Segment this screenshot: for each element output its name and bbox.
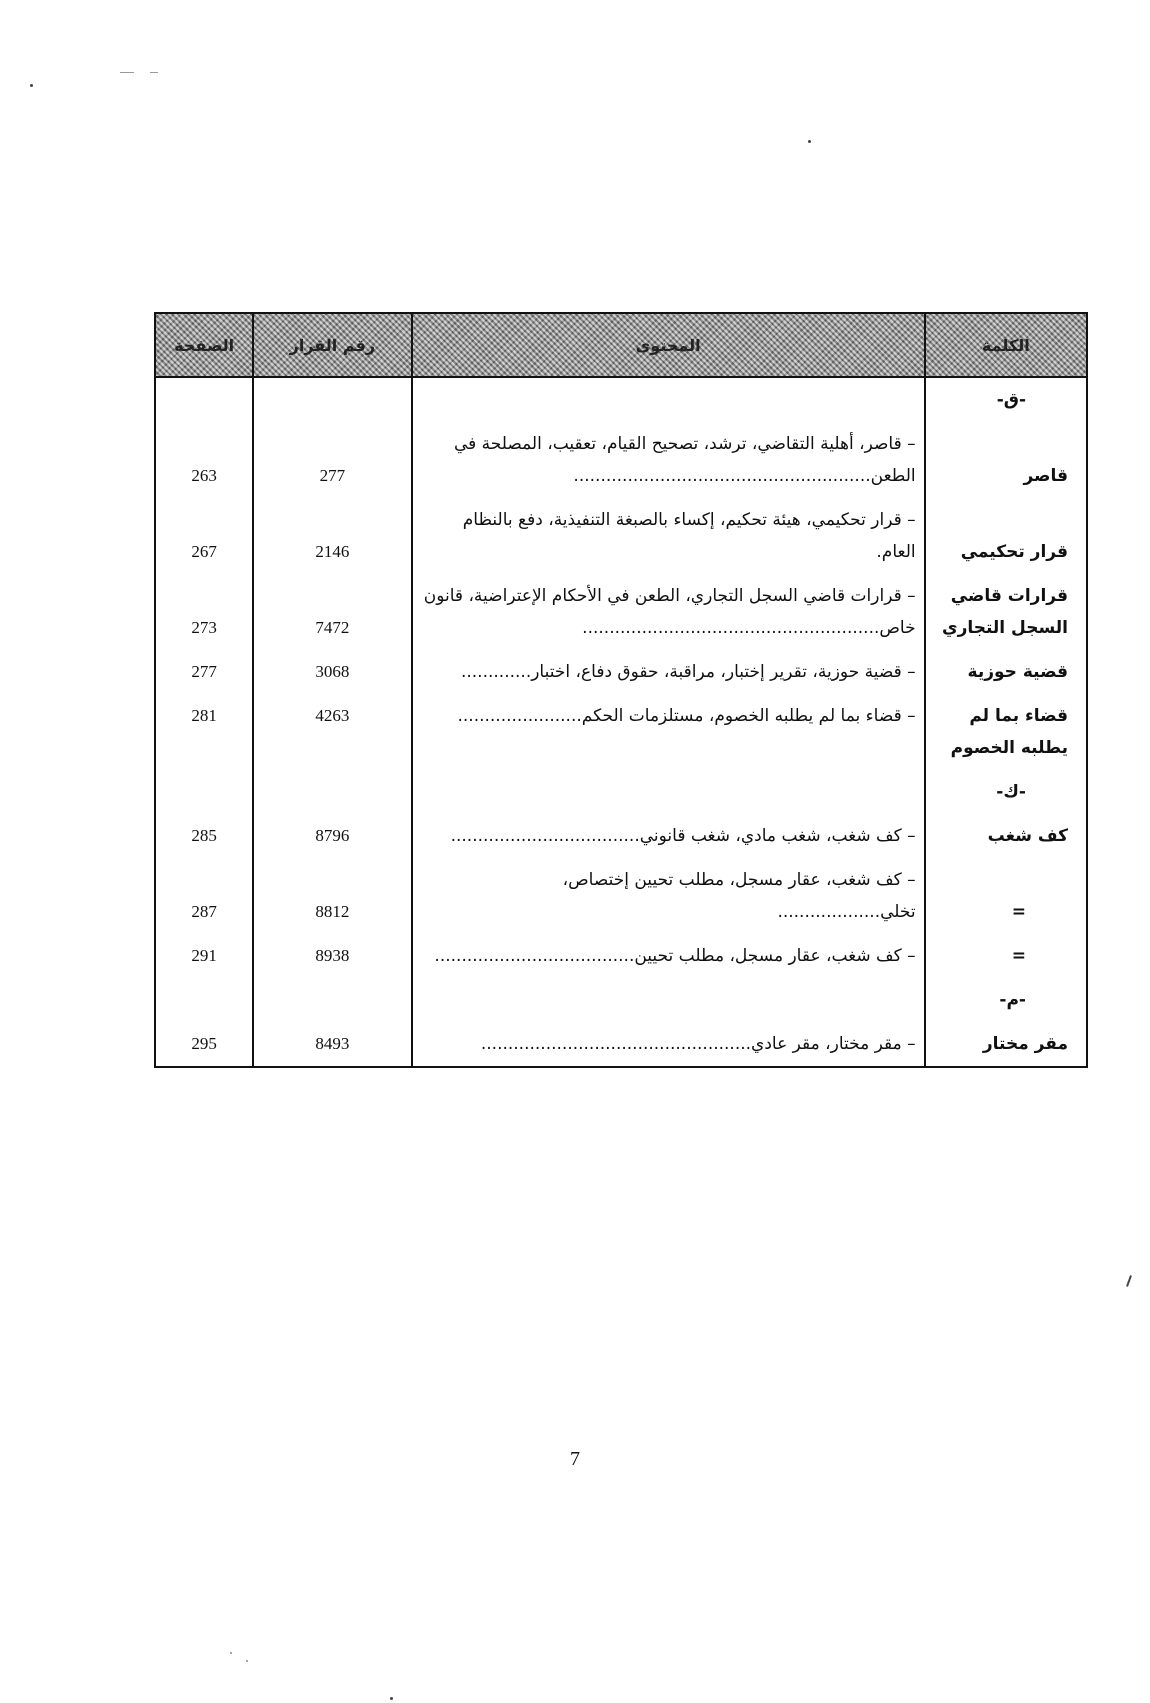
header-keyword: الكلمة [925, 313, 1087, 377]
decision-number-cell: 8812 [253, 858, 411, 934]
description-cell: – قضية حوزية، تقرير إختبار، مراقبة، حقوق دفاع، اختبار............. [412, 650, 925, 694]
page-cell: 285 [155, 814, 253, 858]
table-row [155, 422, 1087, 498]
keyword-cell: = [925, 858, 1087, 934]
description-cell: – كف شغب، عقار مسجل، مطلب تحيين إختصاص، تخلي................... [412, 858, 925, 934]
description-cell: – قرار تحكيمي، هيئة تحكيم، إكساء بالصبغة التنفيذية، دفع بالنظام العام. [412, 498, 925, 574]
table-row [155, 1022, 1087, 1067]
description-cell: – قاصر، أهلية التقاضي، ترشد، تصحيح القيام، تعقيب، المصلحة في الطعن....................................................... [412, 422, 925, 498]
page-cell: 277 [155, 650, 253, 694]
letter-row [155, 377, 1087, 422]
scan-speck [808, 140, 811, 143]
letter-heading: -ق- [925, 377, 1087, 422]
letter-row [155, 770, 1087, 814]
description-cell: – قرارات قاضي السجل التجاري، الطعن في الأحكام الإعتراضية، قانون خاص....................................................... [412, 574, 925, 650]
scan-speck [1126, 1275, 1132, 1287]
scan-speck [120, 72, 134, 73]
header-page: الصفحة [155, 313, 253, 377]
decision-number-cell: 277 [253, 422, 411, 498]
page-cell: 287 [155, 858, 253, 934]
keyword-cell: قرار تحكيمي [925, 498, 1087, 574]
letter-heading: -م- [925, 978, 1087, 1022]
keyword-cell: قضاء بما لم يطلبه الخصوم [925, 694, 1087, 770]
table-header-row [155, 313, 1087, 377]
table-row [155, 934, 1087, 978]
page-cell: 291 [155, 934, 253, 978]
index-table [154, 312, 1088, 1068]
table-row [155, 694, 1087, 770]
keyword-cell: مقر مختار [925, 1022, 1087, 1067]
scan-speck [246, 1660, 248, 1662]
header-decision-number: رقم القرار [253, 313, 411, 377]
description-cell: – كف شغب، عقار مسجل، مطلب تحيين..................................... [412, 934, 925, 978]
decision-number-cell: 4263 [253, 694, 411, 770]
page-number: 7 [570, 1448, 580, 1470]
page-cell: 273 [155, 574, 253, 650]
scan-speck [230, 1652, 232, 1654]
page-cell: 263 [155, 422, 253, 498]
decision-number-cell: 3068 [253, 650, 411, 694]
keyword-cell: كف شغب [925, 814, 1087, 858]
page-cell: 295 [155, 1022, 253, 1067]
header-description: المحتوى [412, 313, 925, 377]
scan-speck [390, 1697, 393, 1700]
table-row [155, 814, 1087, 858]
keyword-cell: قاصر [925, 422, 1087, 498]
keyword-cell: = [925, 934, 1087, 978]
table-row [155, 498, 1087, 574]
description-cell: – قضاء بما لم يطلبه الخصوم، مستلزمات الحكم....................... [412, 694, 925, 770]
table-row [155, 650, 1087, 694]
letter-heading: -ك- [925, 770, 1087, 814]
decision-number-cell: 7472 [253, 574, 411, 650]
letter-row [155, 978, 1087, 1022]
decision-number-cell: 8796 [253, 814, 411, 858]
scan-speck [150, 72, 158, 73]
description-cell: – كف شغب، شغب مادي، شغب قانوني................................... [412, 814, 925, 858]
keyword-cell: قضية حوزية [925, 650, 1087, 694]
page-cell: 267 [155, 498, 253, 574]
table-row [155, 858, 1087, 934]
decision-number-cell: 2146 [253, 498, 411, 574]
description-cell: – مقر مختار، مقر عادي.................................................. [412, 1022, 925, 1067]
decision-number-cell: 8493 [253, 1022, 411, 1067]
decision-number-cell: 8938 [253, 934, 411, 978]
scan-speck [30, 84, 33, 87]
table-row [155, 574, 1087, 650]
keyword-cell: قرارات قاضي السجل التجاري [925, 574, 1087, 650]
page-cell: 281 [155, 694, 253, 770]
